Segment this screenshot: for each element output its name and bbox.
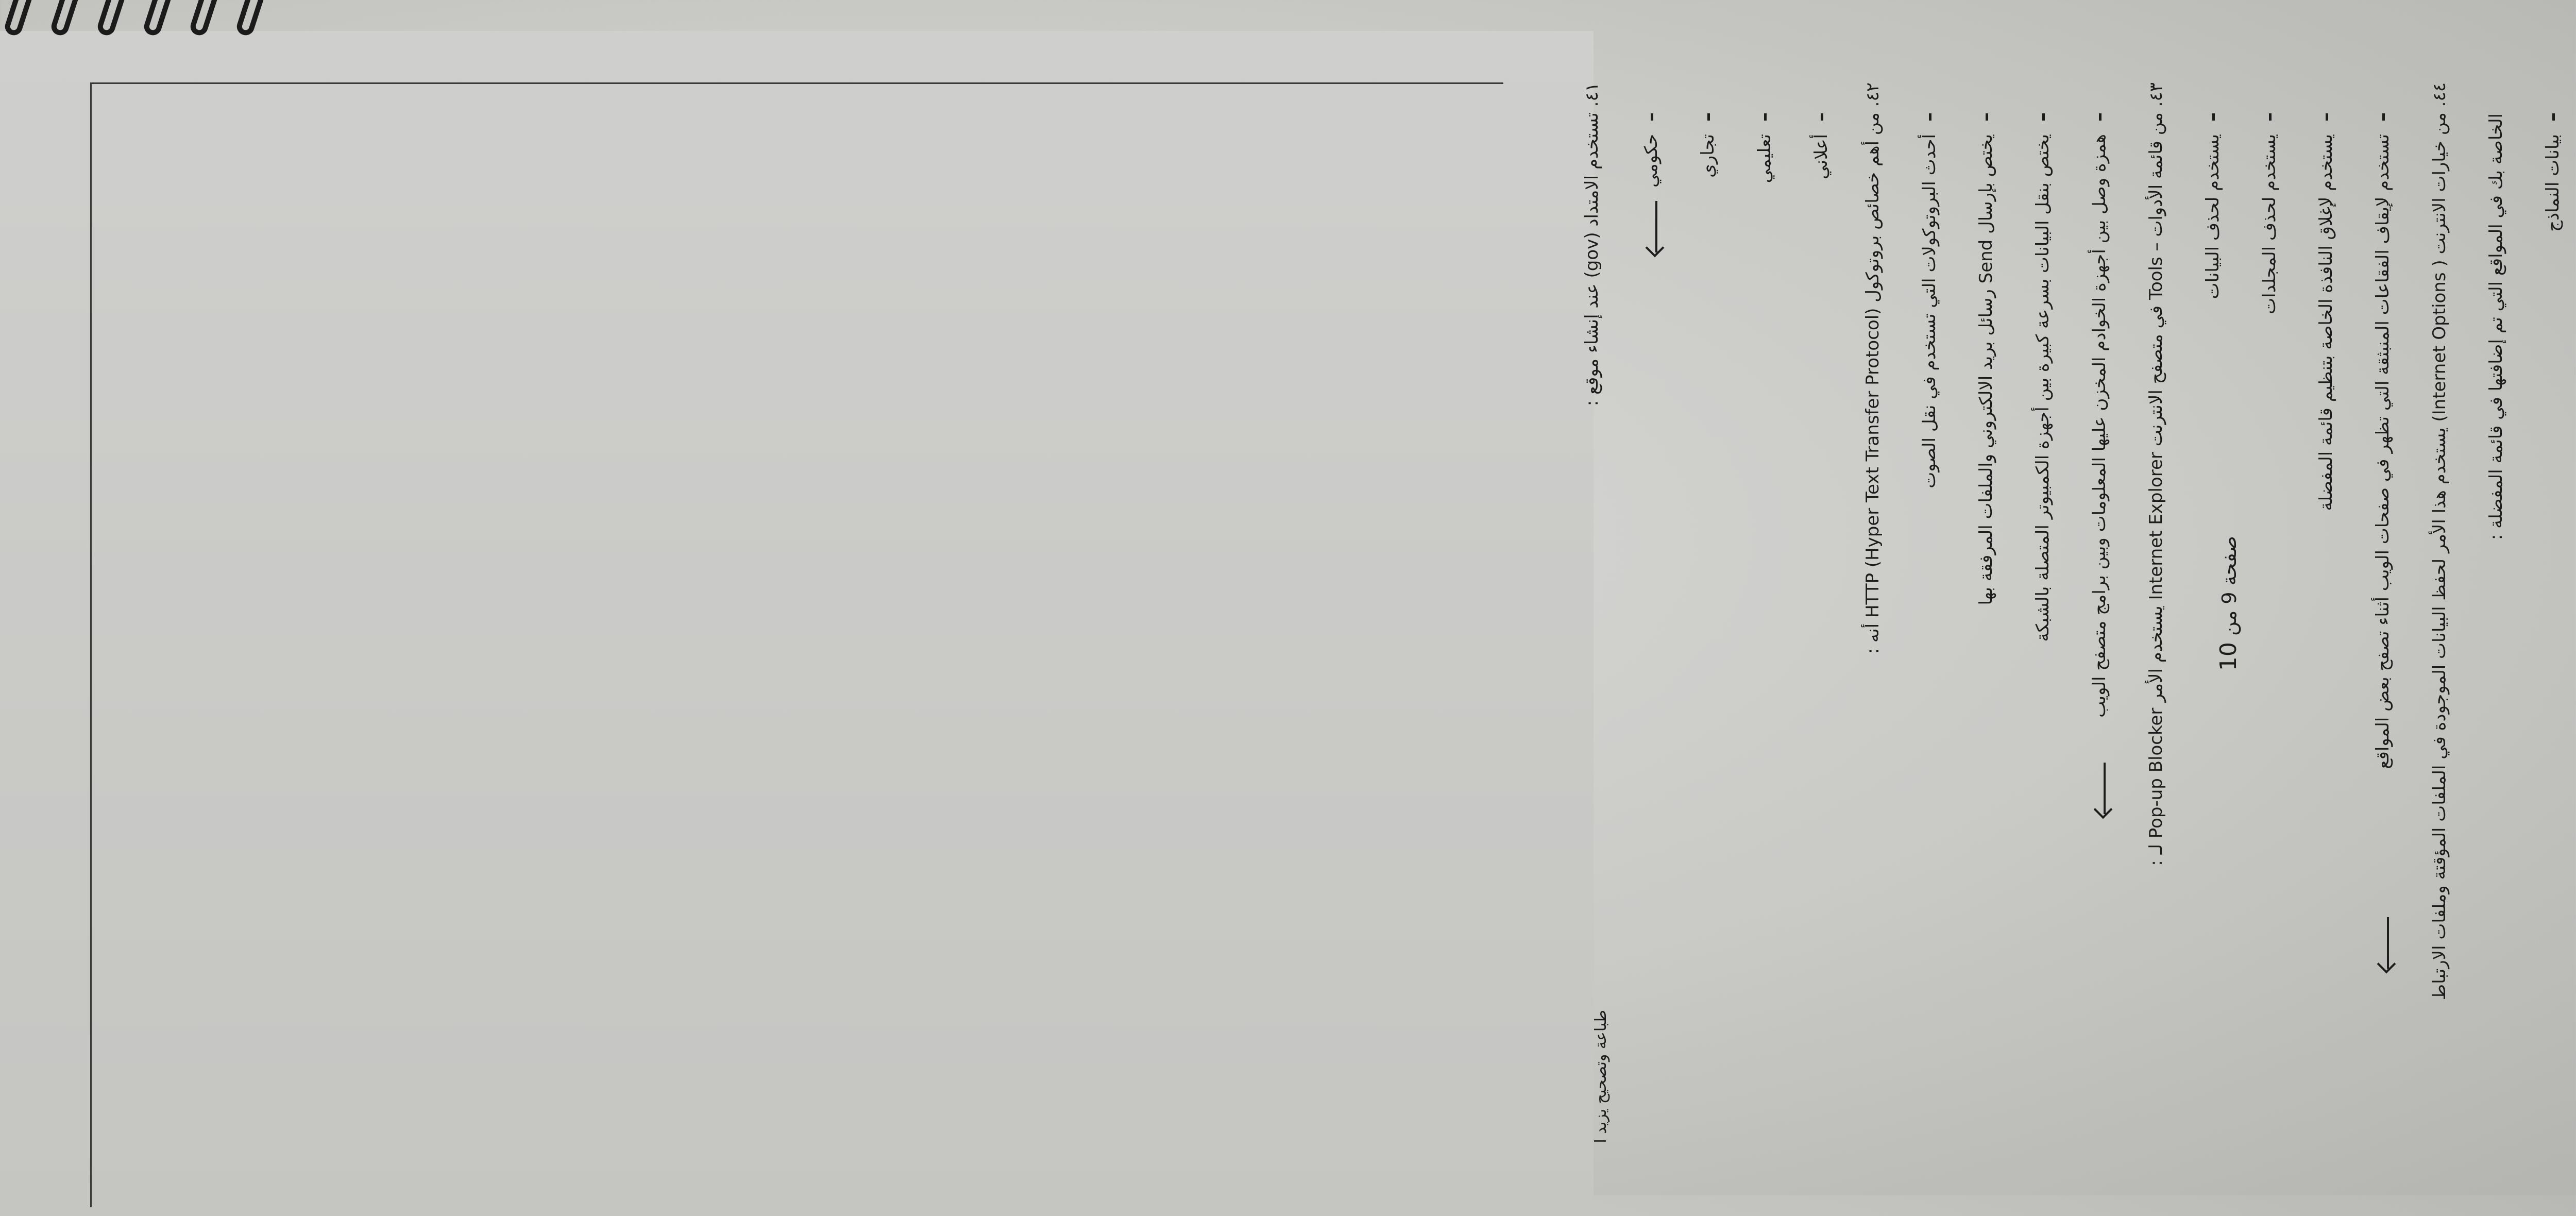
q41-option-2: تجاري (1698, 113, 1718, 178)
question-44-stem: ٤٤. من خيارات الانترنت ( Internet Options) يستخدم هذا الأمر لحفظ البيانات الموجودة في الملفات المؤقتة وملفات الارتباط (2429, 82, 2450, 1001)
q42-option-4: همزة وصل بين أجهزة الخوادم المخزن عليها المعلومات وبين برامج متصفح الويب (2089, 113, 2110, 718)
q41-option-1: حكومي (1641, 113, 1662, 188)
q42-answer-arrow-icon (2104, 763, 2106, 814)
q44-option-1: بيانات النماذج (2543, 113, 2563, 232)
page-number (2215, 536, 2242, 671)
spiral-binding (0, 0, 1594, 46)
q41-answer-arrow-icon (1655, 201, 1657, 252)
q43-answer-arrow-icon (2387, 917, 2389, 969)
rotated-page-content (1582, 21, 2576, 1175)
question-41-stem: ٤١. تستخدم الامتداد (gov) عند إنشاء موقع : (1582, 82, 1602, 407)
q43-option-1: يستخدم لحذف البيانات (2202, 113, 2223, 299)
q41-option-3: تعليمي (1754, 113, 1775, 183)
question-43-stem: ٤٣. من قائمة الأدوات – Tools في متصفح الانترنت Internet Explorer يستخدم الأمر Pop-up Blocker لـ : (2146, 82, 2166, 866)
page-frame (90, 82, 1503, 1207)
q42-option-2: يختص بإرسال Send رسائل بريد الالكتروني والملفات المرفقة بها (1976, 113, 1996, 605)
question-42-stem: ٤٢. من أهم خصائص بروتوكول (HTTP (Hyper Text Transfer Protocol أنه : (1862, 82, 1883, 654)
q42-option-1: أحدث البروتوكولات التي تستخدم في نقل الصوت (1919, 113, 1940, 488)
q43-option-3: يستخدم لإغلاق النافذة الخاصة بتنظيم قائمة المفضلة (2316, 113, 2336, 511)
page-label: صفحة 9 من (2218, 536, 2241, 636)
page-total: 10 (2215, 642, 2242, 671)
q41-option-4: أعلاني (1811, 113, 1832, 179)
q43-option-2: يستخدم لحذف المجلدات (2259, 113, 2280, 314)
question-44-stem-cont: الخاصة بك في المواقع التي تم إضافتها في قائمة المفضلة : (2486, 113, 2506, 541)
q42-option-3: يختص بنقل البيانات بسرعة كبيرة بين أجهزة الكمبيوتر المتصلة بالشبكة (2032, 113, 2053, 641)
q43-option-4: تستخدم لإيقاف الفقاعات المنبثقة التي تظهر في صفحات الويب أثناء تصفح بعض المواقع (2372, 113, 2393, 769)
printer-credit: طباعة وتصحيح يزيد ا (1592, 1010, 1610, 1143)
